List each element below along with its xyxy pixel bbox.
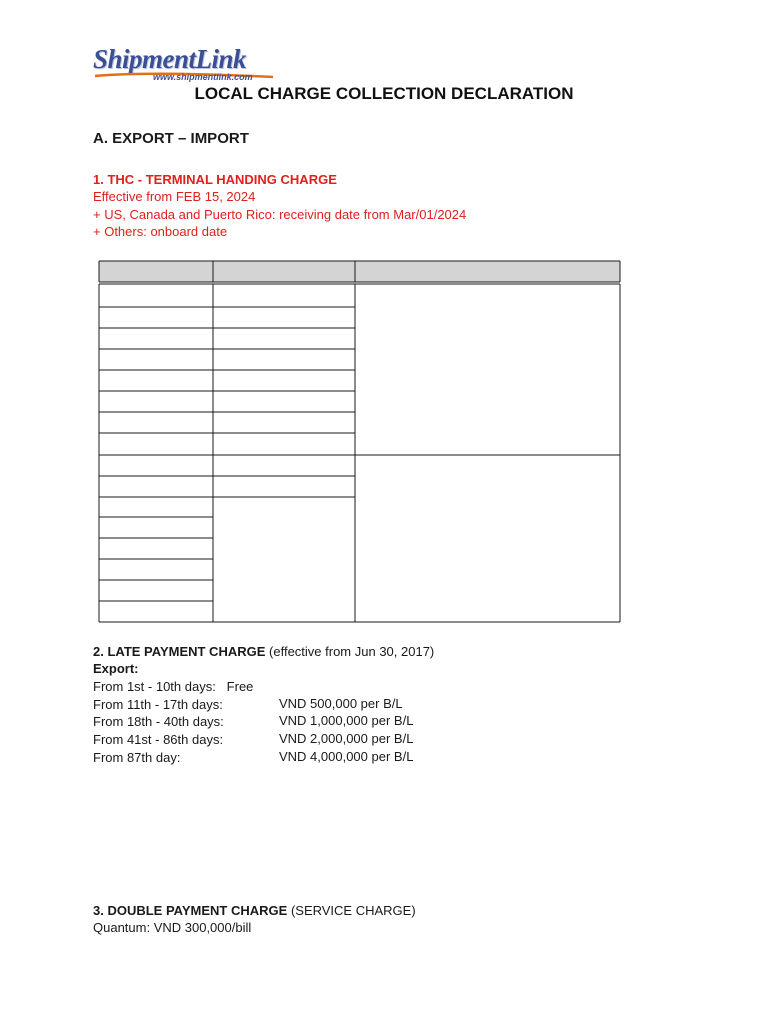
late-payment-export-label: Export:: [93, 661, 139, 676]
late-payment-charge: VND 2,000,000 per B/L: [279, 731, 414, 746]
late-payment-row: From 41st - 86th days:: [93, 732, 224, 747]
double-payment-quantum: Quantum: VND 300,000/bill: [93, 920, 252, 935]
thc-line: Effective from FEB 15, 2024: [93, 189, 256, 205]
thc-heading: 1. THC - TERMINAL HANDING CHARGE: [93, 172, 337, 187]
page-title: LOCAL CHARGE COLLECTION DECLARATION: [194, 84, 574, 103]
late-payment-charge: VND 1,000,000 per B/L: [279, 713, 414, 728]
late-payment-row: From 18th - 40th days:: [93, 714, 224, 729]
thc-line: + Others: onboard date: [93, 223, 228, 239]
late-payment-charge: VND 4,000,000 per B/L: [279, 749, 414, 764]
late-payment-heading: 2. LATE PAYMENT CHARGE (effective from Jun 30, 2017): [93, 644, 435, 659]
section-heading-export-import: A. EXPORT – IMPORT: [93, 130, 249, 147]
logo-wordmark: ShipmentLink: [93, 44, 247, 74]
logo-url: www.shipmentlink.com: [153, 72, 253, 82]
late-payment-row: From 1st - 10th days: Free: [93, 679, 254, 694]
double-payment-heading: 3. DOUBLE PAYMENT CHARGE (SERVICE CHARGE): [93, 903, 416, 918]
late-payment-row: From 11th - 17th days:: [93, 697, 223, 712]
thc-line: + US, Canada and Puerto Rico: receiving date from Mar/01/2024: [93, 206, 467, 222]
late-payment-charge: VND 500,000 per B/L: [279, 696, 403, 711]
late-payment-row: From 87th day:: [93, 750, 181, 765]
table-header-row: [99, 261, 620, 282]
